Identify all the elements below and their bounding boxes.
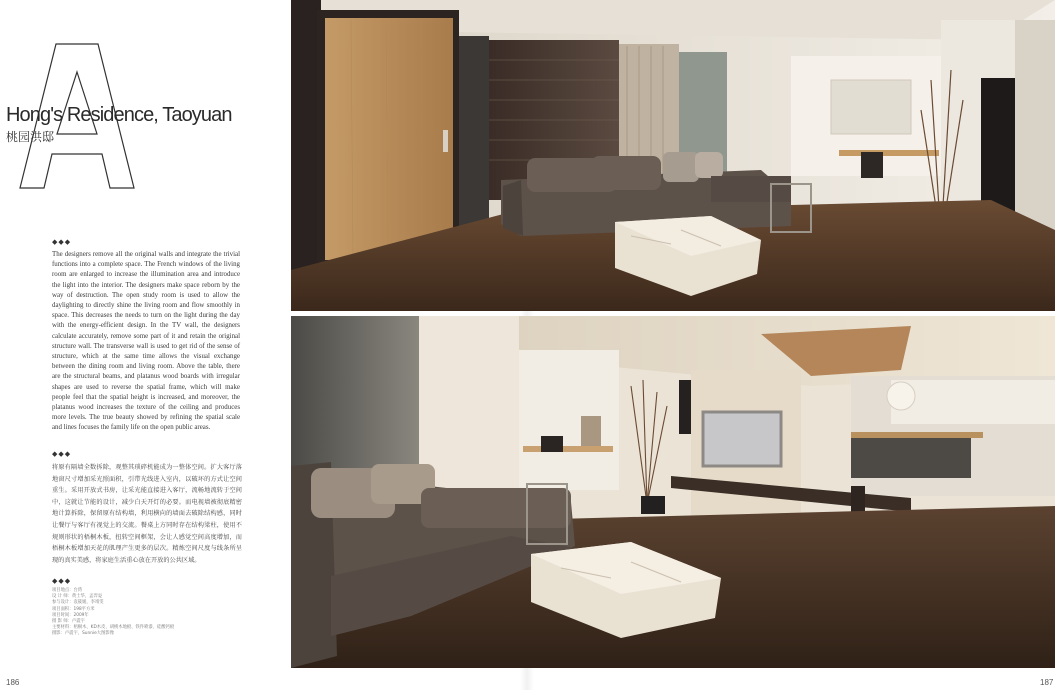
credit-line: 项目时间：2009年 bbox=[52, 612, 89, 618]
project-credits bbox=[52, 588, 262, 638]
credit-line: 主要材料：梧桐木、KD木皮、胡桃木地板、铁件喷漆、硅酸钙板 bbox=[52, 625, 175, 631]
page-number-left: 186 bbox=[6, 678, 20, 687]
section-marker-2: ◆◆◆ bbox=[52, 450, 72, 458]
credit-line: 项目面积：198平方米 bbox=[52, 606, 95, 612]
living-room-photo bbox=[291, 0, 1055, 311]
credit-line: 摄 影 师：卢震宇 bbox=[52, 619, 85, 625]
english-body-text: The designers remove all the original walls and integrate the trivial functions into a complete space. The French windows of the living room are enlarged to increase the illumination area and introduce the light into the interior. The designers make space reborn by the way of destruction. The open study room is used to allow the daylighting to directly shine the living room and flow smoothly in space. This decreases the needs to turn on the light during the day with the energy-efficient design. In the TV wall, the designers calculate accurately, remove some part of it and retain the original structure wall. The transverse wall is used to get rid of the sense of structure, which at the same time allows the visual exchange between the dining room and living room. Above the table, there are the structural beams, and platanus wood boards with irregular shapes are used to reverse the spatial frame, which will make people feel that the spatial height is increased, and moreover, the platanus wood increases the texture of the ceiling and produces more levels. The true beauty showed by refining the spatial scale and lines focuses the family life on the open public areas. bbox=[52, 251, 240, 432]
section-marker: ◆◆◆ bbox=[52, 238, 72, 246]
credit-line: 摄影：卢震宇，Sunnie大图影像 bbox=[52, 631, 114, 637]
section-marker-3: ◆◆◆ bbox=[52, 577, 72, 585]
page-title: Hong's Residence, Taoyuan bbox=[6, 104, 232, 126]
living-dining-photo bbox=[291, 316, 1055, 668]
credit-line: 设 计 师：黄士华，孟羿彣 bbox=[52, 594, 102, 600]
page-subtitle-cn: 桃园洪邸 bbox=[6, 130, 55, 144]
chinese-body-text: 将原有隔墙全数拆除，观整其琐碎机能成为一整体空间。扩大客厅落地窗尺寸增加采光照面积，引带光线进入室内，以破坏的方式让空间重生。采用开放式书房，让采光能直接进入客厅，流畅地流转于空间中，这就让节能的设计，减少白天开灯的必要。而电视墙被彻底精密地计算拆除，保留原有结构墙，利用横向的墙面去破除结构感，同时让餐厅与客厅有视觉上的交流。餐桌上方同时存在结构梁柱，使用不规则形状的梧桐木板，扭转空间框架，会让人感觉空间高度增加，而梧桐木板增加天花的肌理产生更多的层次。精炼空间尺度与线条所呈现的真实美感，将家庭生活重心放在开放的公共区域。 bbox=[52, 464, 242, 564]
page-number-right: 187 bbox=[1040, 678, 1054, 687]
credit-line: 参与设计：袁筱媛，李靖雯 bbox=[52, 600, 104, 606]
credit-line: 项目地点：台湾 bbox=[52, 588, 83, 593]
